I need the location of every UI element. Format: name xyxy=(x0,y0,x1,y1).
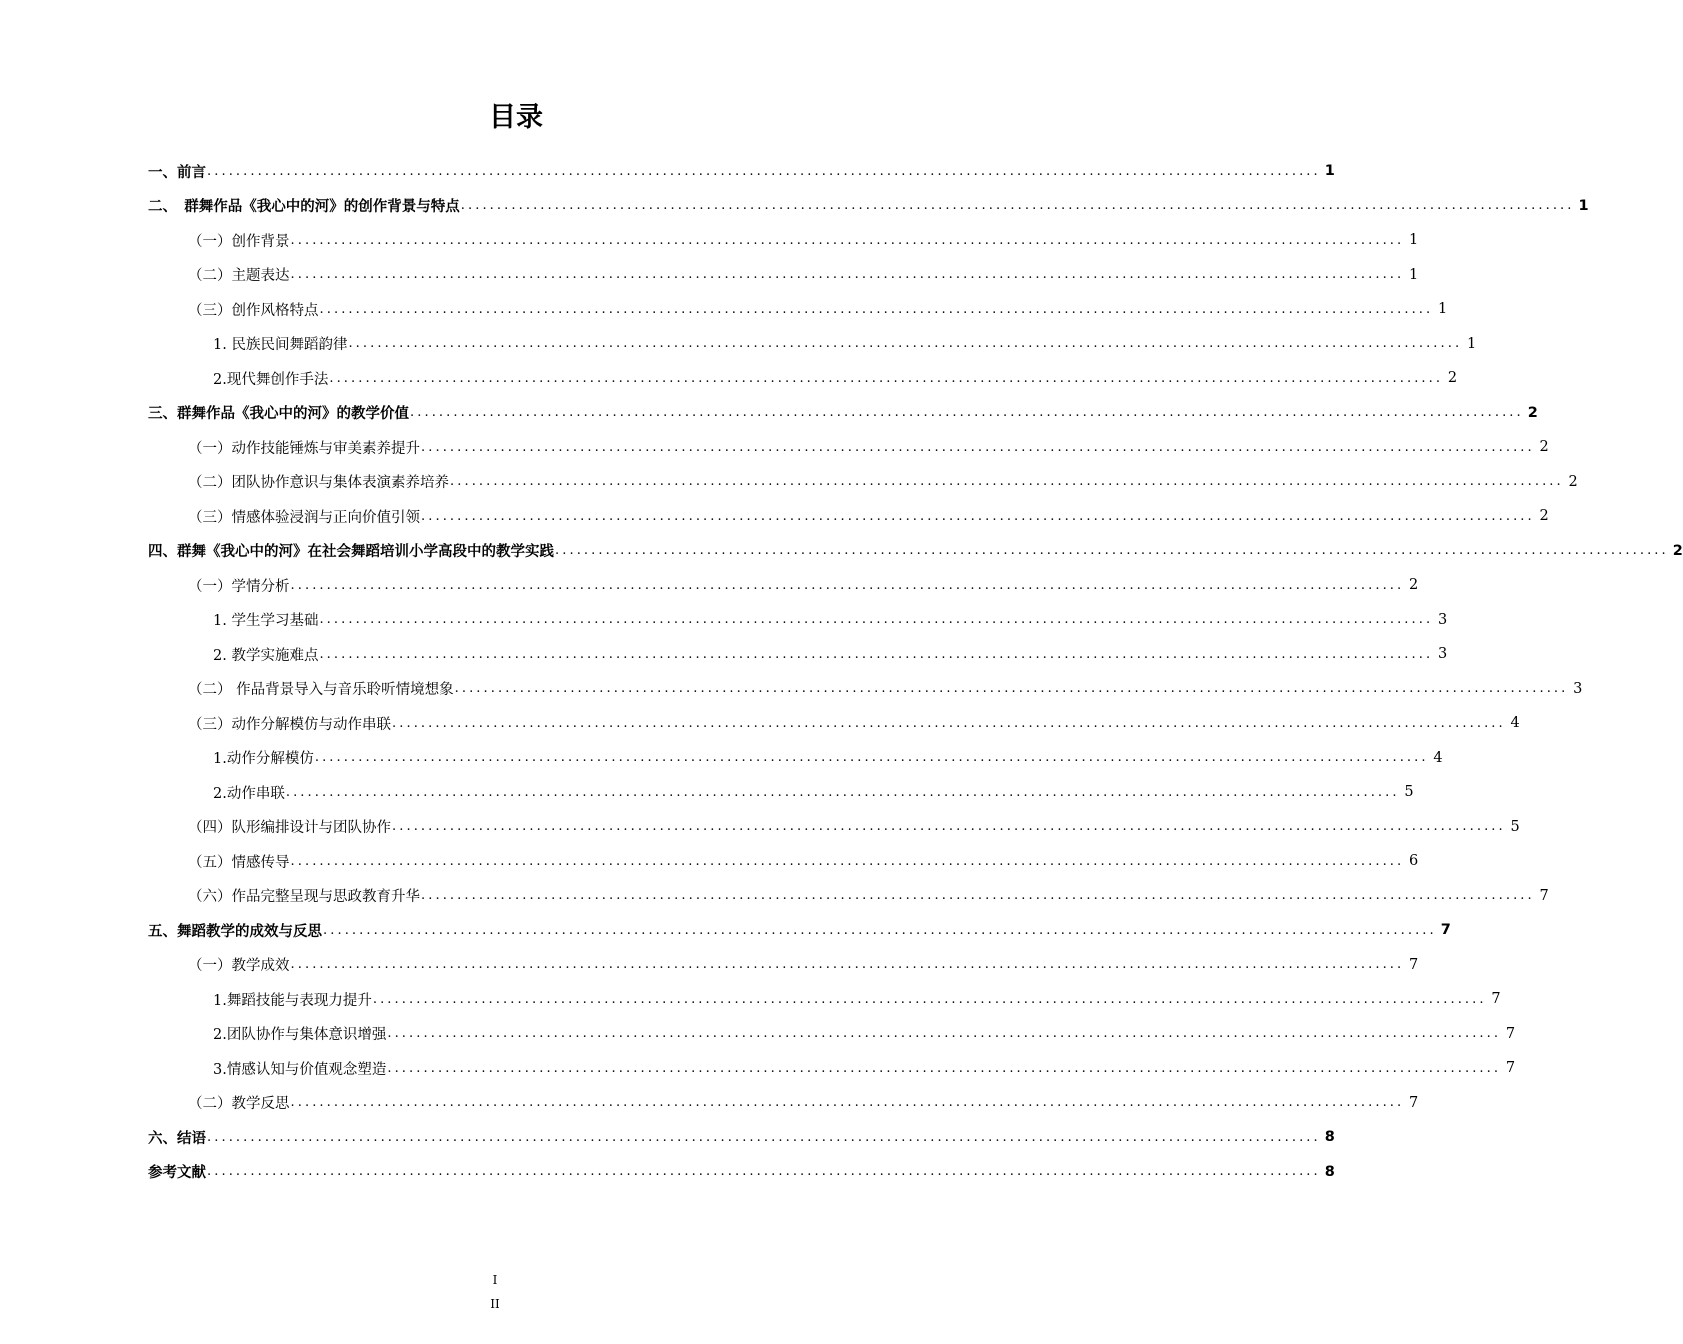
toc-entry-5-1[interactable] xyxy=(188,950,1419,980)
toc-entry-label: （四）队形编排设计与团队协作 xyxy=(188,820,391,836)
toc-entry-label: 3.情感认知与价值观念塑造 xyxy=(213,1061,387,1078)
toc-entry-5-1-1[interactable] xyxy=(213,984,1501,1014)
toc-entry-page: 3 xyxy=(1438,646,1448,662)
toc-entry-section-2[interactable] xyxy=(148,191,1589,221)
toc-entry-label: 一、前言 xyxy=(148,164,206,181)
toc-entry-4-2[interactable] xyxy=(188,674,1583,704)
toc-leader-dots: .......................................................................................................................................................... xyxy=(207,1129,1321,1145)
toc-entry-page: 2 xyxy=(1672,542,1683,559)
toc-entry-3-2[interactable] xyxy=(188,467,1578,497)
toc-entry-page: 7 xyxy=(1505,1025,1516,1042)
toc-leader-dots: .......................................................................................................................................................... xyxy=(290,577,1405,593)
toc-entry-page: 8 xyxy=(1324,1129,1335,1145)
toc-entry-4-3[interactable] xyxy=(188,708,1520,738)
toc-entry-label: 参考文献 xyxy=(148,1165,206,1181)
toc-title: 目录 xyxy=(489,102,543,133)
toc-leader-dots: .......................................................................................................................................................... xyxy=(285,784,1400,800)
toc-leader-dots: .......................................................................................................................................................... xyxy=(207,1164,1321,1179)
toc-entry-2-3-2[interactable] xyxy=(213,363,1458,393)
toc-entry-3-1[interactable] xyxy=(188,432,1549,462)
toc-leader-dots: .......................................................................................................................................................... xyxy=(460,198,1575,213)
toc-entry-label: （三）动作分解模仿与动作串联 xyxy=(188,716,391,733)
toc-entry-label: 四、群舞《我心中的河》在社会舞蹈培训小学高段中的教学实践 xyxy=(148,544,554,560)
toc-leader-dots: .......................................................................................................................................................... xyxy=(454,681,1569,696)
toc-entry-label: 2. 教学实施难点 xyxy=(213,647,319,664)
toc-entry-4-3-2[interactable] xyxy=(213,777,1414,807)
toc-entry-page: 2 xyxy=(1539,508,1549,524)
toc-entry-label: （一）创作背景 xyxy=(188,233,290,250)
toc-entry-label: 三、群舞作品《我心中的河》的教学价值 xyxy=(148,406,409,422)
toc-leader-dots: .......................................................................................................................................................... xyxy=(392,819,1506,834)
toc-entry-page: 2 xyxy=(1527,404,1538,421)
toc-entry-page: 3 xyxy=(1438,611,1448,628)
toc-entry-page: 1 xyxy=(1438,301,1448,317)
toc-entry-4-4[interactable] xyxy=(188,812,1520,842)
toc-leader-dots: .......................................................................................................................................................... xyxy=(290,267,1405,282)
toc-entry-2-3[interactable] xyxy=(188,294,1448,324)
toc-entry-section-4[interactable] xyxy=(148,536,1683,566)
toc-leader-dots: .......................................................................................................................................................... xyxy=(421,508,1535,524)
toc-entry-preface[interactable] xyxy=(148,156,1335,186)
toc-entry-page: 7 xyxy=(1440,922,1451,938)
toc-entry-page: 8 xyxy=(1324,1163,1335,1180)
toc-entry-5-2[interactable] xyxy=(188,1088,1419,1118)
toc-entry-label: （二）主题表达 xyxy=(188,268,290,284)
toc-entry-section-5[interactable] xyxy=(148,915,1451,945)
toc-leader-dots: .......................................................................................................................................................... xyxy=(319,301,1434,317)
toc-entry-label: （二） 作品背景导入与音乐聆听情境想象 xyxy=(188,682,454,698)
toc-entry-label: 1. 民族民间舞蹈韵律 xyxy=(213,337,348,353)
toc-entry-2-3-1[interactable] xyxy=(213,329,1477,359)
toc-entry-label: 六、结语 xyxy=(148,1130,206,1147)
toc-entry-page: 1 xyxy=(1578,197,1589,214)
page-number-roman-1: I xyxy=(492,1273,498,1287)
toc-entry-label: 1. 学生学习基础 xyxy=(213,613,319,629)
toc-entry-5-1-3[interactable] xyxy=(213,1053,1516,1083)
toc-entry-label: 2.动作串联 xyxy=(213,785,285,802)
toc-entry-page: 7 xyxy=(1491,991,1501,1007)
toc-entry-5-1-2[interactable] xyxy=(213,1019,1516,1049)
toc-leader-dots: .......................................................................................................................................................... xyxy=(290,232,1405,248)
toc-entry-label: （五）情感传导 xyxy=(188,854,290,871)
toc-leader-dots: .......................................................................................................................................................... xyxy=(314,750,1429,765)
toc-entry-4-1-2[interactable] xyxy=(213,639,1448,669)
toc-entry-label: 1.舞蹈技能与表现力提升 xyxy=(213,992,372,1009)
toc-entry-page: 6 xyxy=(1409,853,1419,869)
toc-leader-dots: .......................................................................................................................................................... xyxy=(450,474,1564,489)
toc-entry-label: 2.团队协作与集体意识增强 xyxy=(213,1027,387,1043)
toc-entry-4-6[interactable] xyxy=(188,881,1549,911)
toc-entry-4-3-1[interactable] xyxy=(213,743,1443,773)
toc-entry-page: 7 xyxy=(1409,1094,1419,1111)
toc-leader-dots: .......................................................................................................................................................... xyxy=(348,336,1463,351)
toc-entry-section-3[interactable] xyxy=(148,398,1538,428)
toc-entry-page: 2 xyxy=(1568,473,1578,490)
toc-entry-page: 5 xyxy=(1404,784,1414,800)
toc-entry-label: 1.动作分解模仿 xyxy=(213,751,314,767)
toc-entry-page: 3 xyxy=(1573,680,1583,697)
toc-entry-label: （三）情感体验浸润与正向价值引领 xyxy=(188,509,420,526)
toc-leader-dots: .......................................................................................................................................................... xyxy=(329,370,1444,386)
toc-entry-label: （六）作品完整呈现与思政教育升华 xyxy=(188,889,420,905)
toc-entry-page: 7 xyxy=(1539,887,1549,904)
toc-entry-4-1[interactable] xyxy=(188,570,1419,600)
toc-entry-page: 4 xyxy=(1433,749,1443,766)
toc-entry-page: 7 xyxy=(1409,956,1419,973)
toc-entry-page: 1 xyxy=(1467,335,1477,352)
toc-entry-page: 7 xyxy=(1505,1060,1516,1076)
toc-entry-label: 五、舞蹈教学的成效与反思 xyxy=(148,923,322,940)
toc-leader-dots: .......................................................................................................................................................... xyxy=(421,888,1535,903)
toc-leader-dots: .......................................................................................................................................................... xyxy=(319,646,1434,662)
toc-entry-section-6[interactable] xyxy=(148,1122,1335,1152)
toc-leader-dots: .......................................................................................................................................................... xyxy=(207,163,1321,179)
toc-entry-page: 4 xyxy=(1510,715,1520,731)
toc-entry-4-5[interactable] xyxy=(188,846,1419,876)
toc-entry-label: （三）创作风格特点 xyxy=(188,302,319,319)
page-number-roman-2: II xyxy=(490,1297,500,1311)
toc-entry-page: 5 xyxy=(1510,818,1520,835)
toc-leader-dots: .......................................................................................................................................................... xyxy=(410,405,1524,420)
toc-entry-3-3[interactable] xyxy=(188,501,1549,531)
toc-entry-page: 2 xyxy=(1539,439,1549,455)
toc-entry-4-1-1[interactable] xyxy=(213,605,1448,635)
toc-entry-label: （二）团队协作意识与集体表演素养培养 xyxy=(188,475,449,491)
toc-entry-page: 1 xyxy=(1409,266,1419,283)
toc-leader-dots: .......................................................................................................................................................... xyxy=(387,1060,1502,1076)
toc-entry-label: （一）教学成效 xyxy=(188,958,290,974)
toc-entry-label: （二）教学反思 xyxy=(188,1096,290,1112)
toc-leader-dots: .......................................................................................................................................................... xyxy=(319,612,1434,627)
toc-leader-dots: .......................................................................................................................................................... xyxy=(421,439,1535,455)
toc-entry-label: （一）学情分析 xyxy=(188,578,290,595)
toc-leader-dots: .......................................................................................................................................................... xyxy=(290,957,1405,972)
toc-entry-page: 1 xyxy=(1324,163,1335,179)
toc-leader-dots: .......................................................................................................................................................... xyxy=(323,922,1437,938)
toc-leader-dots: .......................................................................................................................................................... xyxy=(555,543,1669,558)
toc-leader-dots: .......................................................................................................................................................... xyxy=(387,1026,1502,1041)
toc-leader-dots: .......................................................................................................................................................... xyxy=(392,715,1506,731)
toc-entry-2-1[interactable] xyxy=(188,225,1419,255)
toc-entry-label: （一）动作技能锤炼与审美素养提升 xyxy=(188,440,420,457)
toc-leader-dots: .......................................................................................................................................................... xyxy=(290,853,1405,869)
toc-entry-page: 2 xyxy=(1409,577,1419,593)
toc-entry-page: 2 xyxy=(1447,370,1458,386)
toc-entry-label: 2.现代舞创作手法 xyxy=(213,371,329,388)
toc-leader-dots: .......................................................................................................................................................... xyxy=(372,991,1487,1007)
toc-leader-dots: .......................................................................................................................................................... xyxy=(290,1095,1405,1110)
toc-entry-2-2[interactable] xyxy=(188,260,1419,290)
toc-entry-label: 二、 群舞作品《我心中的河》的创作背景与特点 xyxy=(148,199,460,215)
toc-entry-page: 1 xyxy=(1409,232,1419,248)
toc-entry-references[interactable] xyxy=(148,1157,1335,1187)
